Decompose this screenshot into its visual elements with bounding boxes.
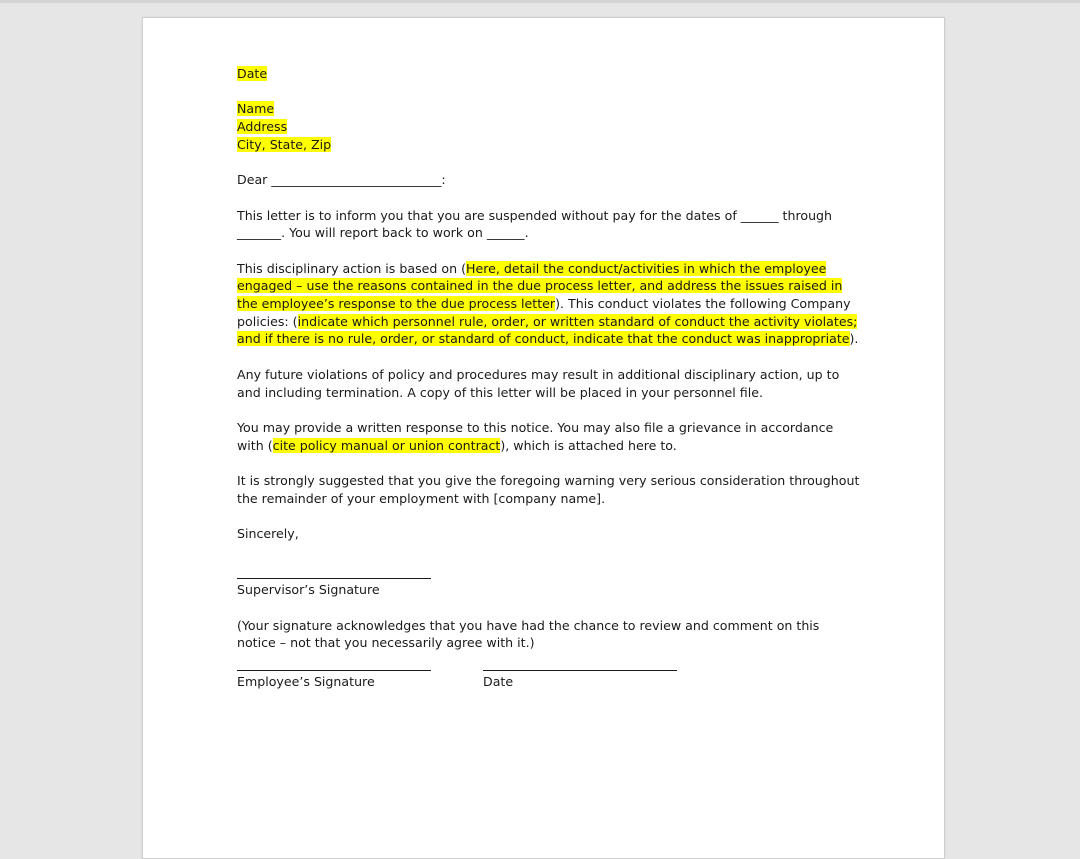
closing: Sincerely, (237, 526, 299, 542)
address-name: Name (237, 101, 275, 117)
address-block (237, 100, 861, 153)
acknowledgement-note: (Your signature acknowledges that you have had the chance to review and comment on this notice – not that you necessarily agree with it.) (237, 617, 820, 651)
employee-signature-block (237, 670, 483, 691)
supervisor-signature-line (237, 578, 431, 579)
return-date-blank: ______ (486, 225, 525, 241)
suspension-text-4: . (524, 225, 529, 241)
response-paragraph (237, 419, 861, 454)
salutation-prefix: Dear (237, 172, 272, 188)
basis-text-1: This disciplinary action is based on ( (237, 260, 466, 276)
window-top-edge (0, 0, 1080, 3)
suspension-text-2: through (778, 207, 833, 223)
date-signature-line (483, 670, 677, 671)
document-page[interactable] (142, 17, 945, 859)
employee-signature-label: Employee’s Signature (237, 673, 375, 689)
basis-text-3: ). (849, 331, 859, 347)
response-highlight: cite policy manual or union contract (272, 437, 501, 453)
address-street: Address (237, 119, 288, 135)
salutation (237, 171, 861, 189)
response-text-1: You may provide a written response to this notice. You may also file a grievance in accordance with ( (237, 419, 834, 453)
salutation-suffix: : (441, 172, 446, 188)
basis-text-2: ). This conduct violates the following Company policies: ( (237, 296, 851, 329)
suspension-paragraph (237, 207, 861, 242)
letter-body (237, 65, 861, 690)
future-violations-paragraph: Any future violations of policy and procedures may result in additional disciplinary action, up to and including termination. A copy of this letter will be placed in your personnel file. (237, 366, 840, 400)
date-signature-label: Date (483, 673, 514, 689)
supervisor-signature-label: Supervisor’s Signature (237, 582, 380, 598)
address-city-state-zip: City, State, Zip (237, 136, 332, 152)
date-line (237, 65, 861, 83)
employee-signature-row (237, 670, 861, 691)
suspension-start-blank: ______ (740, 207, 779, 223)
suspension-text-1: This letter is to inform you that you are suspended without pay for the dates of (237, 207, 741, 223)
signature-spacing (237, 561, 861, 579)
date-signature-block (483, 670, 729, 691)
basis-paragraph (237, 260, 861, 349)
suspension-text-3: . You will report back to work on (281, 225, 487, 241)
basis-highlight-conduct: Here, detail the conduct/activities in which the employee engaged – use the reasons contained in the due process letter, and address the issues raised in the employee’s response to the due process letter (237, 260, 843, 312)
salutation-blank: ___________________________ (271, 172, 442, 188)
warning-paragraph: It is strongly suggested that you give the foregoing warning very serious consideration throughout the remainder of your employment with [company name]. (237, 473, 860, 506)
suspension-end-blank: _______ (237, 225, 282, 241)
basis-highlight-policy: indicate which personnel rule, order, or written standard of conduct the activity violates; and if there is no rule, order, or standard of conduct, indicate that the conduct was inappropriate (237, 313, 858, 347)
date-placeholder: Date (237, 66, 268, 81)
response-text-2: ), which is attached here to. (500, 437, 677, 453)
employee-signature-line (237, 670, 431, 671)
